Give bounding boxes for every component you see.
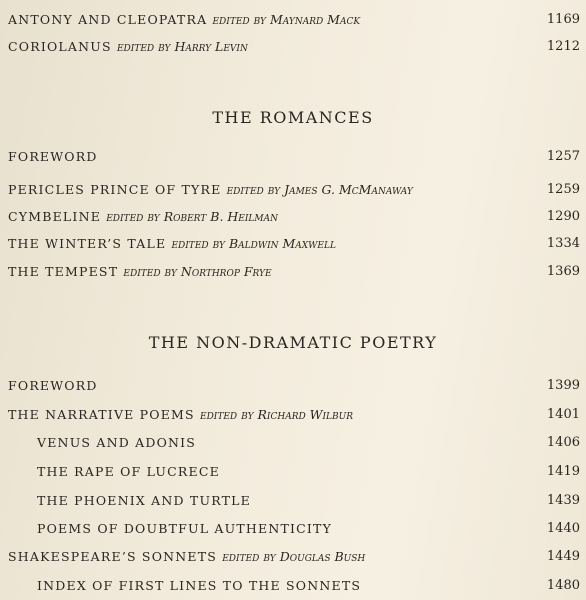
- entry-title: THE PHOENIX AND TURTLE: [37, 493, 251, 508]
- toc-entry-tempest: [0, 261, 586, 283]
- entry-page-number: 1480: [546, 578, 580, 593]
- entry-title: THE TEMPEST edited by Northrop Frye: [8, 264, 272, 279]
- entry-editor: edited by Robert B. Heilman: [106, 209, 278, 224]
- section-heading-poetry: THE NON-DRAMATIC POETRY: [148, 333, 438, 352]
- toc-entry-rape-of-lucrece: [0, 461, 586, 483]
- entry-title: THE WINTER’S TALE edited by Baldwin Maxwell: [8, 236, 336, 251]
- entry-title: THE NARRATIVE POEMS edited by Richard Wilbur: [8, 407, 354, 422]
- entry-page-number: 1401: [546, 407, 580, 422]
- toc-entry-doubtful-poems: [0, 518, 586, 540]
- entry-editor: edited by Baldwin Maxwell: [171, 236, 336, 251]
- entry-title: FOREWORD: [8, 378, 98, 393]
- toc-entry-foreword: [0, 146, 586, 168]
- entry-page-number: 1399: [546, 378, 580, 393]
- entry-editor: edited by Harry Levin: [116, 39, 248, 54]
- toc-entry-sonnet-index: [0, 575, 586, 597]
- entry-page-number: 1419: [546, 464, 580, 479]
- entry-page-number: 1439: [546, 493, 580, 508]
- entry-title: VENUS AND ADONIS: [37, 435, 197, 450]
- toc-entry-phoenix-turtle: [0, 490, 586, 512]
- entry-editor: edited by James G. McManaway: [226, 182, 413, 197]
- entry-title: ANTONY AND CLEOPATRA edited by Maynard Mack: [8, 12, 361, 27]
- entry-editor: edited by Douglas Bush: [222, 549, 366, 564]
- entry-editor: edited by Maynard Mack: [212, 12, 361, 27]
- entry-editor: edited by Northrop Frye: [123, 264, 272, 279]
- section-heading-romances: THE ROMANCES: [212, 108, 374, 127]
- entry-editor: edited by Richard Wilbur: [200, 407, 354, 422]
- toc-entry-coriolanus: [0, 36, 586, 58]
- entry-page-number: 1369: [546, 264, 580, 279]
- toc-entry-venus-adonis: [0, 432, 586, 454]
- entry-title: INDEX OF FIRST LINES TO THE SONNETS: [37, 578, 362, 593]
- entry-title: CORIOLANUS edited by Harry Levin: [8, 39, 248, 54]
- entry-title: THE RAPE OF LUCRECE: [37, 464, 220, 479]
- entry-page-number: 1449: [546, 549, 580, 564]
- toc-entry-cymbeline: [0, 206, 586, 228]
- entry-page-number: 1440: [546, 521, 580, 536]
- entry-title: FOREWORD: [8, 149, 98, 164]
- entry-title: PERICLES PRINCE OF TYRE edited by James G. McManaway: [8, 182, 413, 197]
- entry-page-number: 1257: [546, 149, 580, 164]
- entry-page-number: 1212: [546, 39, 580, 54]
- toc-entry-sonnets: [0, 546, 586, 568]
- entry-page-number: 1259: [546, 182, 580, 197]
- entry-title: CYMBELINE edited by Robert B. Heilman: [8, 209, 278, 224]
- toc-entry-foreword: [0, 375, 586, 397]
- toc-entry-antony: [0, 9, 586, 31]
- entry-page-number: 1334: [546, 236, 580, 251]
- entry-title: SHAKESPEARE’S SONNETS edited by Douglas Bush: [8, 549, 366, 564]
- toc-entry-pericles: [0, 179, 586, 201]
- toc-entry-winters-tale: [0, 233, 586, 255]
- entry-page-number: 1290: [546, 209, 580, 224]
- entry-title: POEMS OF DOUBTFUL AUTHENTICITY: [37, 521, 333, 536]
- toc-entry-narrative-poems: [0, 404, 586, 426]
- entry-page-number: 1169: [546, 12, 580, 27]
- entry-page-number: 1406: [546, 435, 580, 450]
